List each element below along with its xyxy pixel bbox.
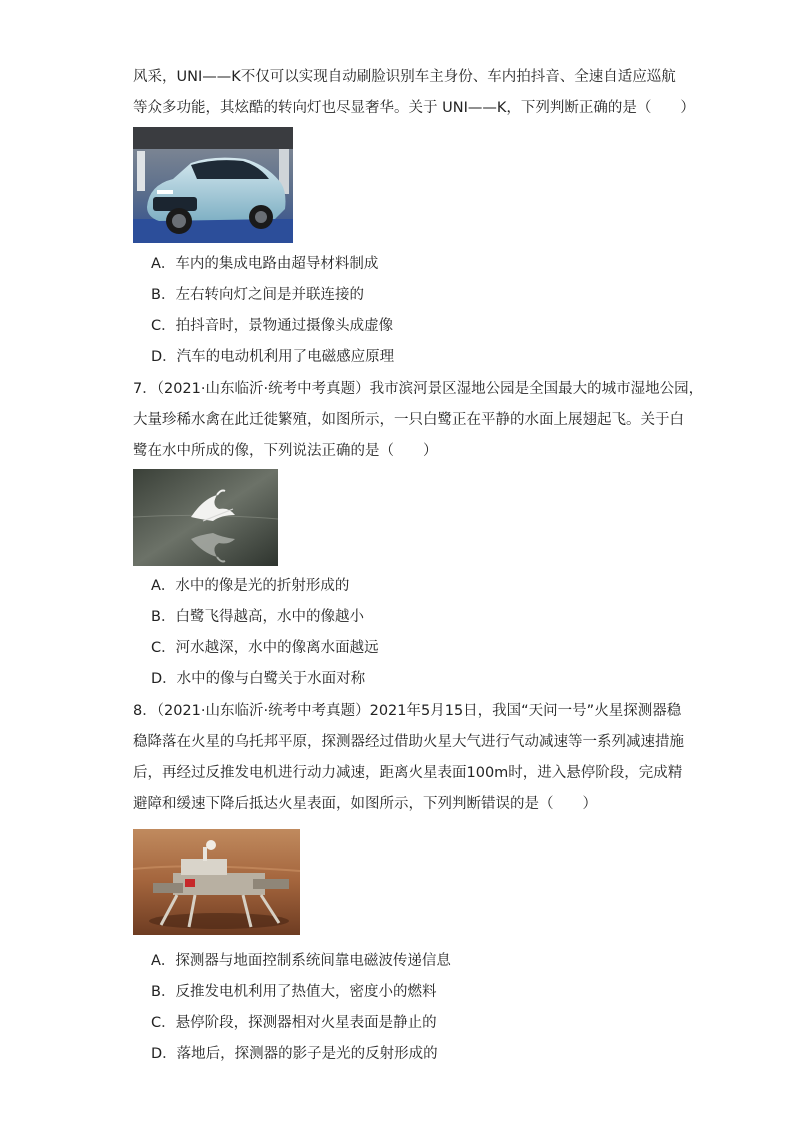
q6-option-a: A．车内的集成电路由超导材料制成 — [151, 256, 379, 272]
q8-option-b: B．反推发电机利用了热值大，密度小的燃料 — [151, 984, 437, 1000]
q6-option-b: B．左右转向灯之间是并联连接的 — [151, 287, 364, 303]
q8-stem-line-4: 避障和缓速下降后抵达火星表面，如图所示，下列判断错误的是（ ） — [133, 796, 597, 812]
q8-stem-line-2: 稳降落在火星的乌托邦平原，探测器经过借助火星大气进行气动减速等一系列减速措施 — [133, 734, 684, 750]
q7-stem-line-3: 鹭在水中所成的像，下列说法正确的是（ ） — [133, 443, 438, 459]
q7-option-d: D．水中的像与白鹭关于水面对称 — [151, 671, 366, 687]
q8-option-d: D．落地后，探测器的影子是光的反射形成的 — [151, 1046, 438, 1062]
egret-photo — [133, 469, 278, 566]
q6-stem-line-2: 等众多功能，其炫酷的转向灯也尽显奢华。关于 UNI——K，下列判断正确的是（ ） — [133, 100, 695, 116]
q7-option-b: B．白鹭飞得越高，水中的像越小 — [151, 609, 364, 625]
q7-option-a: A．水中的像是光的折射形成的 — [151, 578, 350, 594]
q7-stem-line-1: 7．（2021·山东临沂·统考中考真题）我市滨河景区湿地公园是全国最大的城市湿地公园， — [133, 381, 704, 397]
q8-stem-line-1: 8．（2021·山东临沂·统考中考真题）2021年5月15日，我国“天问一号”火星探测器稳 — [133, 703, 682, 719]
q8-option-c: C．悬停阶段，探测器相对火星表面是静止的 — [151, 1015, 437, 1031]
q6-option-d: D．汽车的电动机利用了电磁感应原理 — [151, 349, 395, 365]
q7-stem-line-2: 大量珍稀水禽在此迁徙繁殖，如图所示，一只白鹭正在平静的水面上展翅起飞。关于白 — [133, 412, 684, 428]
q6-option-c: C．拍抖音时，景物通过摄像头成虚像 — [151, 318, 394, 334]
q8-stem-line-3: 后，再经过反推发电机进行动力减速，距离火星表面100m时，进入悬停阶段，完成精 — [133, 765, 683, 781]
mars-lander-photo — [133, 829, 300, 935]
q8-option-a: A．探测器与地面控制系统间靠电磁波传递信息 — [151, 953, 451, 969]
q6-stem-line-1: 风采，UNI——K不仅可以实现自动刷脸识别车主身份、车内拍抖音、全速自适应巡航 — [133, 69, 676, 85]
car-photo — [133, 127, 293, 243]
q7-option-c: C．河水越深，水中的像离水面越远 — [151, 640, 379, 656]
